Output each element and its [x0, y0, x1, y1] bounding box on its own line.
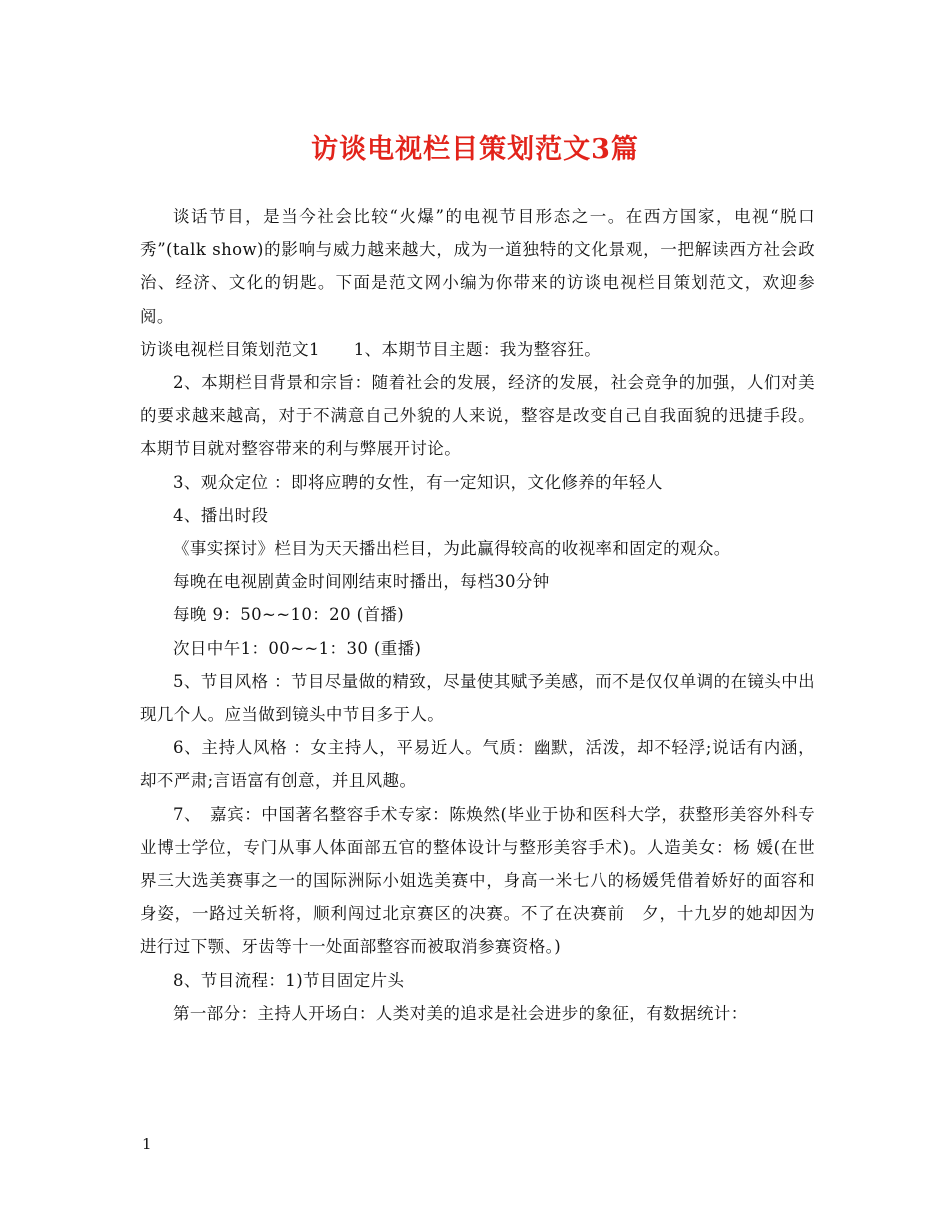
part-one-paragraph: 第一部分：主持人开场白：人类对美的追求是社会进步的象征，有数据统计：: [173, 1003, 748, 1023]
program-style-paragraph: 5、节目风格 ：节目尽量做的精致，尽量使其赋予美感，而不是仅仅单调的在镜头中出现几个人。应当做到镜头中节目多于人。: [140, 671, 815, 725]
program-flow-paragraph: 8、节目流程：1)节目固定片头: [173, 970, 405, 990]
broadcast-program-paragraph: 《事实探讨》栏目为天天播出栏目，为此赢得较高的收视率和固定的观众。: [173, 539, 731, 559]
page-number: 1: [142, 1135, 152, 1153]
document-title: 访谈电视栏目策划范文3篇: [311, 134, 639, 165]
host-style-paragraph: 6、主持人风格 ：女主持人，平易近人。气质：幽默，活泼，却不轻浮;说话有内涵，却不严肃;言语富有创意，并且风趣。: [140, 738, 815, 791]
premiere-time-paragraph: 每晚 9：50~~10：20 (首播): [173, 605, 405, 625]
broadcast-slot-paragraph: 每晚在电视剧黄金时间刚结束时播出，每档30分钟: [173, 572, 550, 592]
audience-paragraph: 3、观众定位 ：即将应聘的女性，有一定知识，文化修养的年轻人: [173, 472, 663, 492]
background-paragraph: 2、本期栏目背景和宗旨：随着社会的发展，经济的发展，社会竞争的加强，人们对美的要求越来越高，对于不满意自己外貌的人来说，整容是改变自己自我面貌的迅捷手段。本期节目就对整容带来的利与弊展开讨论。: [140, 373, 815, 459]
section-heading-paragraph: 访谈电视栏目策划范文1 1、本期节目主题：我为整容狂。: [140, 339, 602, 359]
guests-paragraph: 7、 嘉宾：中国著名整容手术专家：陈焕然(毕业于协和医科大学，获整形美容外科专业博士学位，专门从事人体面部五官的整体设计与整形美容手术)。人造美女：杨 媛(在世界三大选美赛事之一的国际洲际小姐选美赛中，身高一米七八的杨媛凭借着娇好的面容和身姿，一路过关斩将，顺利闯过北京赛区的决赛。不了在决赛前 夕，十九岁的她却因为进行过下颚、牙齿等十一处面部整容而被取消参赛资格。): [140, 804, 815, 957]
document-body: [140, 200, 815, 1030]
broadcast-time-heading: 4、播出时段: [173, 505, 269, 525]
intro-paragraph: 谈话节目，是当今社会比较“火爆”的电视节目形态之一。在西方国家，电视“脱口秀”(talk show)的影响与威力越来越大，成为一道独特的文化景观，一把解读西方社会政治、经济、文化的钥匙。下面是范文网小编为你带来的访谈电视栏目策划范文，欢迎参阅。: [140, 207, 815, 326]
rerun-time-paragraph: 次日中午1：00~~1：30 (重播): [173, 638, 422, 658]
